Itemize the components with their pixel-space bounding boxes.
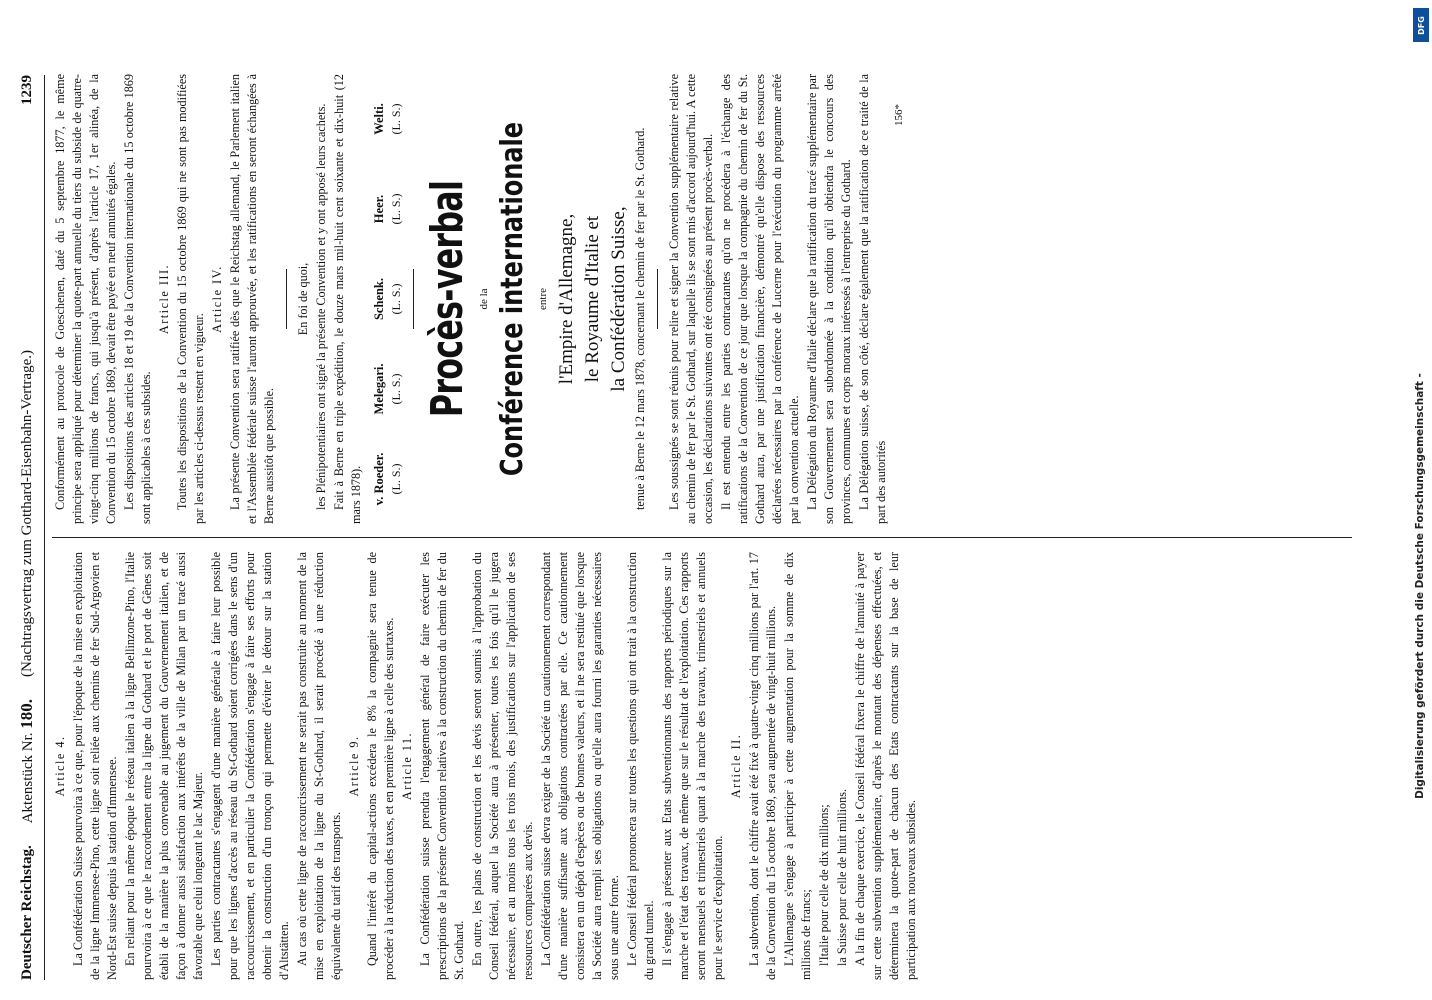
proces-verbal-title: Procès-verbal bbox=[422, 180, 473, 418]
signatory-name: Heer. bbox=[372, 194, 386, 224]
signatory-name: Schenk. bbox=[372, 277, 386, 321]
party-italy: le Royaume d'Italie et bbox=[582, 215, 603, 383]
paragraph: En outre, les plans de construction et les devis seront soumis à l'approbation du Conseil fédéral, auquel la Société aura à présenter, toutes les fois qu'il le jugera nécessaire, et au moins tous les trois mois, des justifications sur l'application de ses ressources comparées aux devis. bbox=[470, 552, 535, 980]
signature-block bbox=[371, 74, 405, 524]
column-right bbox=[52, 74, 1352, 524]
seal-mark: (L. S.) bbox=[389, 103, 403, 135]
paragraph: les Plénipotentiaires ont signé la présente Convention et y ont apposé leurs cachets. bbox=[314, 103, 328, 510]
signature bbox=[371, 254, 405, 344]
paragraph: tenue à Berne le 12 mars 1878, concernant le chemin de fer par le St. Gothard. bbox=[633, 127, 647, 510]
header-document-number bbox=[17, 699, 37, 823]
conference-title: Conférence internationale bbox=[495, 121, 530, 477]
dfg-logo bbox=[1413, 8, 1429, 42]
paragraph: La Confédération Suisse pourvoira à ce que, pour l'époque de la mise en exploitation de la ligne Immensee-Pino, cette ligne soit reliée aux chemins de fer Sud-Argovien et Nord-Est suisse depuis la station d'Immensee. bbox=[71, 552, 119, 980]
party-germany: l'Empire d'Allemagne, bbox=[556, 213, 577, 385]
article-heading: Article III. bbox=[157, 263, 171, 335]
article-heading: Article 4. bbox=[53, 735, 67, 797]
paragraph: Les parties contractantes s'engagent d'une manière générale à faire leur possible pour que les lignes d'accès au réseau du St-Gothard soient corrigées dans le sens d'un raccourcissement, et en particulier la Confédération s'engage à faire ses efforts pour obtenir la construction d'un tronçon qui permette d'éviter le détour sur la station d'Altstätten. bbox=[209, 552, 291, 980]
paragraph: La Confédération suisse devra exiger de la Société un cautionnement correspondant d'une manière suffisante aux obligations contractées par elle. Ce cautionnement consistera en un dépôt d'espèces ou de bonnes valeurs, et il ne sera restitué que lorsque la Société aura rempli ses obligations ou qu'elle aura fourni les garanties nécessaires sous une autre forme. bbox=[539, 552, 621, 980]
article-heading: Article II. bbox=[729, 733, 743, 799]
signature-mark: 156* bbox=[893, 104, 905, 126]
dfg-logo-text: DFG bbox=[1416, 15, 1426, 35]
seal-mark: (L. S.) bbox=[389, 193, 403, 225]
separator-rule bbox=[286, 269, 287, 329]
page-header bbox=[10, 75, 45, 980]
paragraph: La Délégation du Royaume d'Italie déclare que la ratification du tracé supplémentaire par son Gouvernement sera subordonnée à la condition qu'il obtiendra le concours des provinces, communes et corps moraux intéressés à l'entreprise du Gothard. bbox=[805, 74, 853, 524]
paragraph: Les dispositions des articles 18 et 19 de la Convention internationale du 15 octobre 1869 sont applicables à ces subsides. bbox=[122, 74, 153, 524]
rotated-document-page bbox=[0, 50, 1375, 1000]
paragraph: L'Allemagne s'engage à participer à cette augmentation pour la somme de dix millions de francs; bbox=[782, 552, 813, 980]
signatory-name: v. Roeder. bbox=[372, 452, 386, 506]
signature bbox=[371, 344, 405, 434]
article-heading: Article IV. bbox=[210, 265, 224, 333]
separator-rule bbox=[657, 269, 658, 329]
article-heading: Article 11. bbox=[400, 731, 414, 801]
entre-label: entre bbox=[537, 288, 549, 310]
paragraph: l'Italie pour celle de dix millions; bbox=[817, 804, 831, 966]
paragraph: Quand l'intérêt du capital-actions excédera le 8% la compagnie sera tenue de procéder à la réduction des taxes, et en première ligne à celle des surtaxes. bbox=[365, 552, 396, 980]
column-divider bbox=[52, 537, 1352, 538]
header-number-prefix: Aktenstück Nr. bbox=[20, 732, 36, 824]
header-page-number: 1239 bbox=[18, 75, 35, 105]
en-foi-de-quoi: En foi de quoi, bbox=[296, 262, 310, 336]
header-number: 180. bbox=[17, 698, 36, 729]
separator-rule bbox=[413, 269, 414, 329]
seal-mark: (L. S.) bbox=[389, 373, 403, 405]
paragraph: la Suisse pour celle de huit millions. bbox=[835, 788, 849, 966]
header-subject: (Nachtragsvertrag zum Gotthard-Eisenbahn-Vertrage.) bbox=[18, 350, 35, 677]
paragraph: En reliant pour la même époque le réseau italien à la ligne Bellinzone-Pino, l'Italie pourvoira à ce que le raccordement entre la ligne du Gothard et le port de Gênes soit établi de la manière la plus convenable au jugement du Gouvernement italien, et de façon à donner aussi satisfaction aux intérêts de la ville de Milan par un tracé aussi favorable que celui longeant le lac Majeur. bbox=[123, 552, 205, 980]
paragraph: La Confédération suisse prendra l'engagement général de faire exécuter les prescriptions de la présente Convention relatives à la construction du chemin de fer du St. Gothard. bbox=[418, 552, 466, 980]
signature bbox=[371, 434, 405, 524]
paragraph: La présente Convention sera ratifiée dès que le Reichstag allemand, le Parlement italien et l'Assemblée fédérale suisse l'auront approuvée, et les ratifications en seront échangées à Berne aussitôt que possible. bbox=[228, 74, 276, 524]
paragraph: Au cas où cette ligne de raccourcissement ne serait pas construite au moment de la mise en exploitation de la ligne du St-Gothard, il serait procédé à une réduction équivalente du tarif des transports. bbox=[295, 552, 343, 980]
signature bbox=[371, 164, 405, 254]
paragraph: La Délégation suisse, de son côté, déclare également que la ratification de ce traité de la part des autorités bbox=[857, 74, 888, 524]
paragraph: Il est entendu entre les parties contractantes qu'on ne procédera à l'échange des ratifications de la Convention de ce jour que lorsque la compagnie du chemin de fer du St. Gothard aura, par une justification financière, démontré qu'elle dispose des ressources déclarées nécessaires par la conférence de Lucerne pour l'exécution du programme arrêté par la convention actuelle. bbox=[719, 74, 801, 524]
signature bbox=[371, 74, 405, 164]
column-left bbox=[52, 552, 1352, 980]
paragraph: Les soussignés se sont réunis pour relire et signer la Convention supplémentaire relative au chemin de fer par le St. Gothard, sur laquelle ils se sont mis d'accord aujourd'hui. A cette occasion, les déclarations suivantes ont été consignées au présent procès-verbal. bbox=[667, 74, 715, 524]
paragraph: Fait à Berne en triple expédition, le douze mars mil-huit cent soixante et dix-huit (12 mars 1878). bbox=[332, 74, 363, 524]
paragraph: Il s'engage à présenter aux Etats subventionnants des rapports périodiques sur la marche et l'état des travaux, de même que sur le résultat de l'exploitation. Ces rapports seront mensuels et trimestriels quant à la marche des travaux, trimestriels et annuels pour le service d'exploitation. bbox=[660, 552, 725, 980]
paragraph: Conformément au protocole de Goeschenen, daté du 5 septembre 1877, le même principe sera appliqué pour déterminer la quote-part annuelle du tiers du subside de quatre-vingt-cinq millions de francs, qui jusqu'à présent, d'après l'article 17, 1er alinéa, de la Convention du 15 octobre 1869, devait être payée en neuf annuités égales. bbox=[53, 74, 118, 524]
paragraph: Toutes les dispositions de la Convention du 15 octobre 1869 qui ne sont pas modifiées par les articles ci-dessus restent en vigueur. bbox=[175, 74, 206, 524]
paragraph: La subvention, dont le chiffre avait été fixé à quatre-vingt cinq millions par l'art. 17 de la Convention du 15 octobre 1869, sera augmentée de vingt-huit millions. bbox=[747, 552, 778, 980]
article-heading: Article 9. bbox=[347, 735, 361, 797]
de-la-label: de la bbox=[478, 288, 490, 310]
paragraph: Le Conseil fédéral prononcera sur toutes les questions qui ont trait à la construction du grand tunnel. bbox=[625, 552, 656, 980]
header-reichstag: Deutscher Reichstag. bbox=[18, 845, 35, 980]
party-switzerland: la Confédération Suisse, bbox=[608, 206, 629, 392]
signatory-name: Welti. bbox=[372, 103, 386, 135]
paragraph: A la fin de chaque exercice, le Conseil fédéral fixera le chiffre de l'annuité à payer sur cette subvention supplémentaire, d'après le montant des dépenses effectuées, et déterminera la quote-part de chacun des Etats contractants sur la base de leur participation aux nouveaux subsides. bbox=[853, 552, 918, 980]
seal-mark: (L. S.) bbox=[389, 283, 403, 315]
seal-mark: (L. S.) bbox=[389, 463, 403, 495]
signatory-name: Melegari. bbox=[372, 363, 386, 415]
digitization-credit: Digitalisierung gefördert durch die Deutsche Forschungsgemeinschaft - bbox=[1414, 373, 1426, 799]
